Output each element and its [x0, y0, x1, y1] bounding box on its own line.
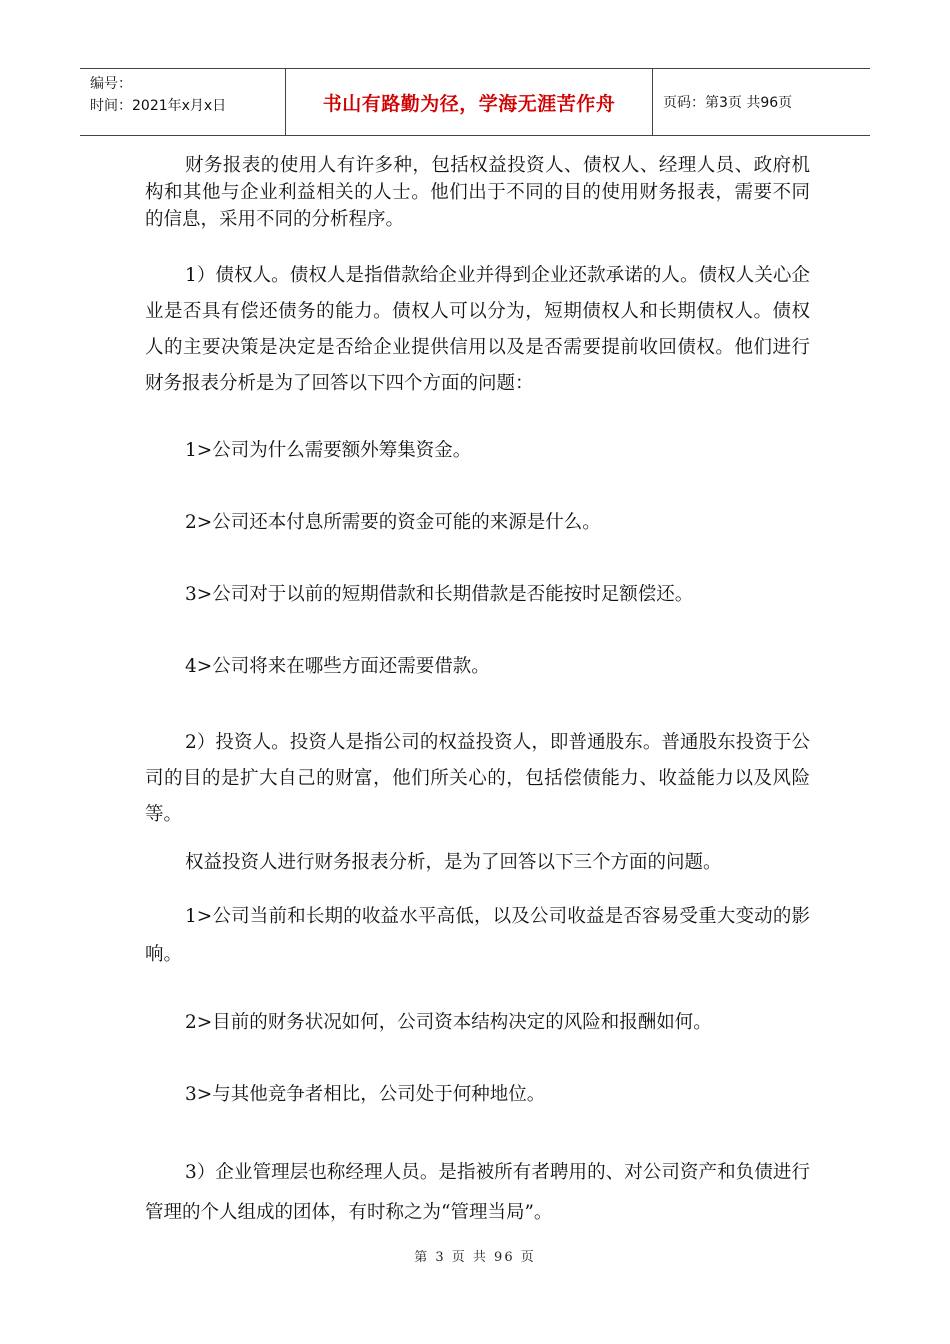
- list-item-investor-3: 3>与其他竞争者相比，公司处于何种地位。: [185, 1084, 546, 1105]
- list-item-creditor-4: 4>公司将来在哪些方面还需要借款。: [185, 656, 490, 677]
- header-motto: 书山有路勤为径，学海无涯苦作舟: [322, 92, 616, 115]
- document-number-label: 编号：: [90, 76, 132, 92]
- paragraph-equity-questions: 权益投资人进行财务报表分析，是为了回答以下三个方面的问题。: [185, 852, 722, 873]
- list-item-investor-1: 1>公司当前和长期的收益水平高低，以及公司收益是否容易受重大变动的影响。: [145, 906, 810, 965]
- header-motto-cell: [285, 69, 653, 135]
- header-page-code: 页码：第3页 共96页: [663, 95, 793, 111]
- paragraph-creditors: 1）债权人。债权人是指借款给企业并得到企业还款承诺的人。债权人关心企业是否具有偿还债务的能力。债权人可以分为，短期债权人和长期债权人。债权人的主要决策是决定是否给企业提供信用以及是否需要提前收回债权。他们进行财务报表分析是为了回答以下四个方面的问题：: [145, 265, 810, 394]
- paragraph-investors: 2）投资人。投资人是指公司的权益投资人，即普通股东。普通股东投资于公司的目的是扩大自己的财富，他们所关心的，包括偿债能力、收益能力以及风险等。: [145, 732, 810, 825]
- page-footer: 第 3 页 共 96 页: [414, 1250, 536, 1265]
- page-header: [80, 68, 870, 136]
- document-body: [145, 152, 810, 1233]
- document-time-label: 时间：2021年x月x日: [90, 98, 227, 114]
- paragraph-intro: 财务报表的使用人有许多种，包括权益投资人、债权人、经理人员、政府机构和其他与企业利益相关的人士。他们出于不同的目的使用财务报表，需要不同的信息，采用不同的分析程序。: [145, 155, 810, 230]
- list-item-creditor-2: 2>公司还本付息所需要的资金可能的来源是什么。: [185, 512, 601, 533]
- list-item-creditor-1: 1>公司为什么需要额外筹集资金。: [185, 440, 472, 461]
- header-meta: [80, 69, 285, 135]
- list-item-investor-2: 2>目前的财务状况如何，公司资本结构决定的风险和报酬如何。: [185, 1012, 712, 1033]
- paragraph-management: 3）企业管理层也称经理人员。是指被所有者聘用的、对公司资产和负债进行管理的个人组成的团体，有时称之为“管理当局”。: [145, 1162, 810, 1223]
- list-item-creditor-3: 3>公司对于以前的短期借款和长期借款是否能按时足额偿还。: [185, 584, 694, 605]
- header-page-cell: [653, 69, 870, 135]
